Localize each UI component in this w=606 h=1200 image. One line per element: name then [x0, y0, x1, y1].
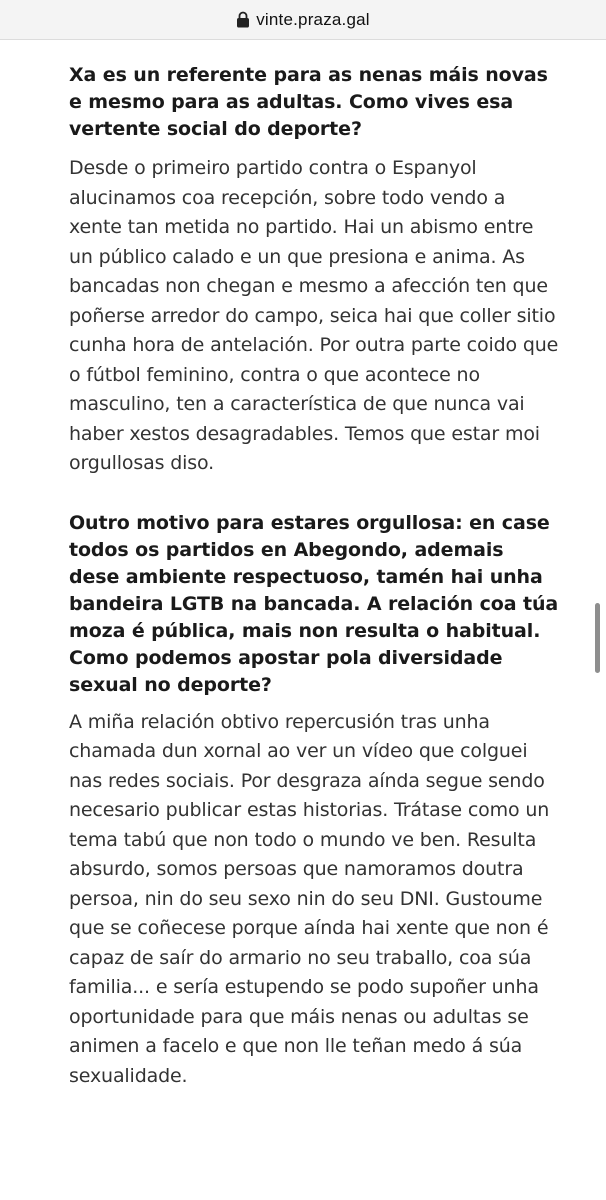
url-display[interactable]	[236, 10, 370, 30]
address-bar[interactable]	[0, 0, 606, 40]
url-text: vinte.praza.gal	[256, 9, 370, 29]
article-body	[69, 62, 559, 1091]
interview-question-2: Outro motivo para estares orgullosa: en case todos os partidos en Abegondo, ademais dese ambiente respectuoso, tamén hai unha bandeira LGTB na bancada. A relación coa túa moza é pública, mais non resulta o habitual. Como podemos apostar pola diversidade sexual no deporte?	[69, 511, 559, 696]
interview-answer-1: Desde o primeiro partido contra o Espanyol alucinamos coa recepción, sobre todo vendo a xente tan metida no partido. Hai un abismo entre un público calado e un que presiona e anima. As bancadas non chegan e mesmo a afección ten que poñerse arredor do campo, seica hai que coller sitio cunha hora de antelación. Por outra parte coido que o fútbol feminino, contra o que acontece no masculino, ten a característica de que nunca vai haber xestos desagradables. Temos que estar moi orgullosas diso.	[69, 157, 559, 474]
scrollbar-thumb[interactable]	[595, 603, 600, 673]
lock-icon	[236, 11, 250, 28]
interview-question-1: Xa es un referente para as nenas máis novas e mesmo para as adultas. Como vives esa vertente social do deporte?	[69, 64, 548, 140]
interview-answer-2: A miña relación obtivo repercusión tras unha chamada dun xornal ao ver un vídeo que colguei nas redes sociais. Por desgraza aínda segue sendo necesario publicar estas historias. Trátase como un tema tabú que non todo o mundo ve ben. Resulta absurdo, somos persoas que namoramos doutra persoa, nin do seu sexo nin do seu DNI. Gustoume que se coñecese porque aínda hai xente que non é capaz de saír do armario no seu traballo, coa súa familia... e sería estupendo se podo supoñer unha oportunidade para que máis nenas ou adultas se animen a facelo e que non lle teñan medo á súa sexualidade.	[69, 710, 550, 1087]
